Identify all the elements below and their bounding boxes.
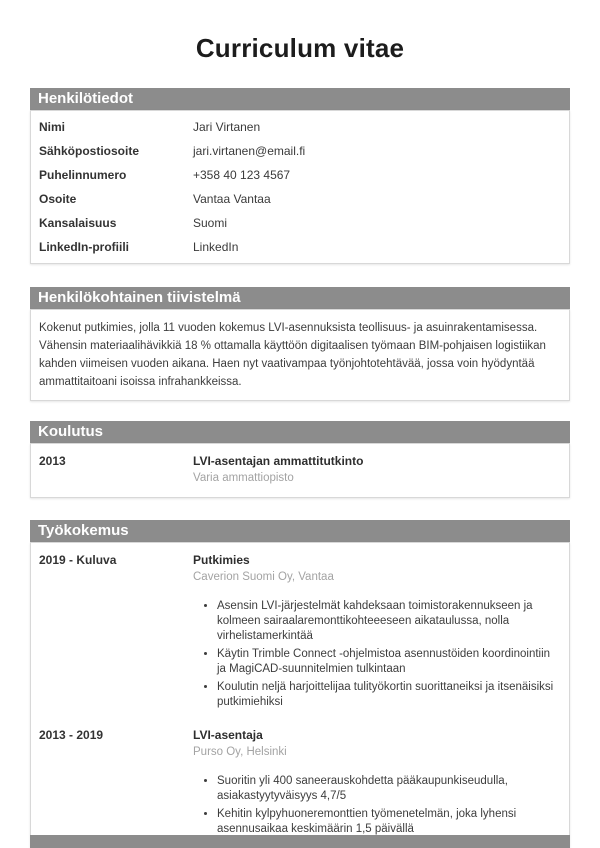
- personal-row-address: [39, 187, 561, 211]
- achievement-item: • Käytin Trimble Connect -ohjelmistoa asennustöiden koordinointiin ja MagiCAD-suunnitelmien tulkintaan: [217, 647, 561, 677]
- education-period: 2013: [39, 454, 66, 468]
- personal-row-linkedin: [39, 235, 561, 259]
- personal-row-name: [39, 115, 561, 139]
- section-summary: [30, 287, 570, 401]
- section-education: [30, 421, 570, 498]
- section-header-experience: Työkokemus: [30, 520, 570, 542]
- section-header-summary: Henkilökohtainen tiivistelmä: [30, 287, 570, 309]
- school-name: Varia ammattiopisto: [193, 472, 294, 484]
- job-details: [193, 552, 561, 713]
- experience-entry: [39, 727, 561, 840]
- job-achievements-list: [193, 599, 561, 710]
- employer-name: Caverion Suomi Oy, Vantaa: [193, 571, 334, 583]
- employer-name: Purso Oy, Helsinki: [193, 746, 287, 758]
- experience-entry: [39, 552, 561, 713]
- job-period: 2013 - 2019: [39, 728, 104, 742]
- field-value: jari.virtanen@email.fi: [193, 144, 306, 158]
- field-value: +358 40 123 4567: [193, 168, 291, 182]
- education-box: [30, 443, 570, 498]
- summary-text: Kokenut putkimies, jolla 11 vuoden kokemus LVI-asennuksista teollisuus- ja asuinrakentamisessa. Vähensin materiaalihävikkiä 18 % ottamalla käyttöön digitaalisen työmaan BIM-pohjaisen logistiikan kahden viimeisen vuoden aikana. Haen nyt vaativampaa työnjohtotehtävää, jossa voin hyödyntää ammattitaitoani isoissa infrahankkeissa.: [39, 322, 546, 388]
- section-header-personal-info: Henkilötiedot: [30, 88, 570, 110]
- personal-row-nationality: [39, 211, 561, 235]
- field-label: Puhelinnumero: [39, 168, 127, 182]
- page-title: Curriculum vitae: [195, 33, 405, 63]
- achievement-item: • Asensin LVI-järjestelmät kahdeksaan toimistorakennukseen ja kolmeen sairaalaremonttikohteeeseen aikataulussa, nolla virhelistamerkintää: [217, 599, 561, 644]
- field-value: Vantaa Vantaa: [193, 192, 271, 206]
- field-value: Jari Virtanen: [193, 120, 261, 134]
- field-label: LinkedIn-profiili: [39, 240, 129, 254]
- degree-title: LVI-asentajan ammattitutkinto: [193, 454, 364, 468]
- section-header-education: Koulutus: [30, 421, 570, 443]
- field-label: Kansalaisuus: [39, 216, 117, 230]
- education-entry: [39, 453, 561, 487]
- personal-row-email: [39, 139, 561, 163]
- job-title: LVI-asentaja: [193, 728, 263, 742]
- field-value: Suomi: [193, 216, 228, 230]
- job-achievements-list: [193, 774, 561, 837]
- summary-box: [30, 309, 570, 401]
- personal-row-phone: [39, 163, 561, 187]
- personal-info-box: [30, 110, 570, 264]
- field-label: Osoite: [39, 192, 77, 206]
- job-period: 2019 - Kuluva: [39, 553, 117, 567]
- field-label: Nimi: [39, 120, 66, 134]
- job-details: [193, 727, 561, 840]
- section-experience: [30, 520, 570, 848]
- section-personal-info: [30, 88, 570, 264]
- next-section-header-bar: [30, 835, 570, 848]
- achievement-item: • Suoritin yli 400 saneerauskohdetta pääkaupunkiseudulla, asiakastyytyväisyys 4,7/5: [217, 774, 561, 804]
- achievement-item: • Koulutin neljä harjoittelijaa tulityökortin suorittaneiksi ja itsenäisiksi putkimiehiksi: [217, 680, 561, 710]
- achievement-item: • Kehitin kylpyhuoneremonttien työmenetelmän, joka lyhensi asennusaikaa keskimäärin 1,5 päivällä: [217, 807, 561, 837]
- job-title: Putkimies: [193, 553, 250, 567]
- education-details: [193, 453, 561, 487]
- experience-box: [30, 542, 570, 848]
- field-label: Sähköpostiosoite: [39, 144, 140, 158]
- linkedin-link[interactable]: LinkedIn: [193, 240, 239, 254]
